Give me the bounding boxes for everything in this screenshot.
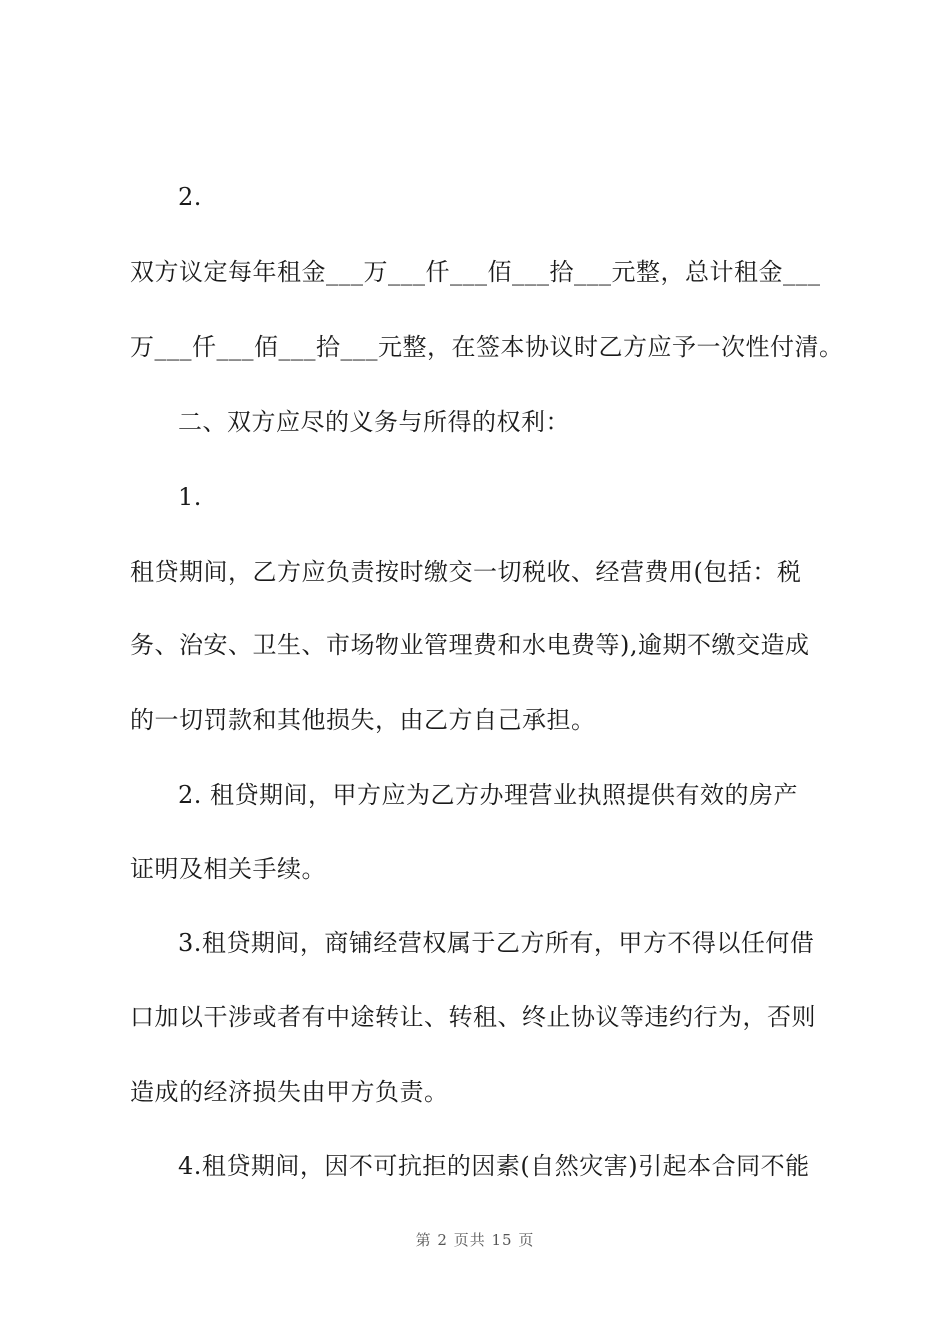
- paragraph-line: 万___仟___佰___拾___元整，在签本协议时乙方应予一次性付清。: [130, 333, 844, 361]
- section-heading: 二、双方应尽的义务与所得的权利：: [178, 408, 570, 436]
- paragraph-line: 造成的经济损失由甲方负责。: [130, 1078, 449, 1106]
- paragraph-line: 2. 租贷期间，甲方应为乙方办理营业执照提供有效的房产: [178, 781, 799, 809]
- paragraph-line: 口加以干涉或者有中途转让、转租、终止协议等违约行为，否则: [130, 1003, 816, 1031]
- paragraph-line: 的一切罚款和其他损失，由乙方自己承担。: [130, 706, 596, 734]
- paragraph-line: 4.租贷期间，因不可抗拒的因素(自然灾害)引起本合同不能: [178, 1152, 810, 1180]
- paragraph-line: 3.租贷期间，商铺经营权属于乙方所有，甲方不得以任何借: [178, 929, 815, 957]
- paragraph-line: 证明及相关手续。: [130, 855, 326, 883]
- page-number-footer: 第 2 页共 15 页: [415, 1231, 535, 1249]
- item-number-1: 1.: [178, 483, 202, 511]
- item-number-2: 2.: [178, 183, 202, 211]
- paragraph-line: 租贷期间，乙方应负责按时缴交一切税收、经营费用(包括：税: [130, 558, 802, 586]
- paragraph-line: 务、治安、卫生、市场物业管理费和水电费等),逾期不缴交造成: [130, 631, 810, 659]
- paragraph-line: 双方议定每年租金___万___仟___佰___拾___元整，总计租金___: [130, 258, 821, 286]
